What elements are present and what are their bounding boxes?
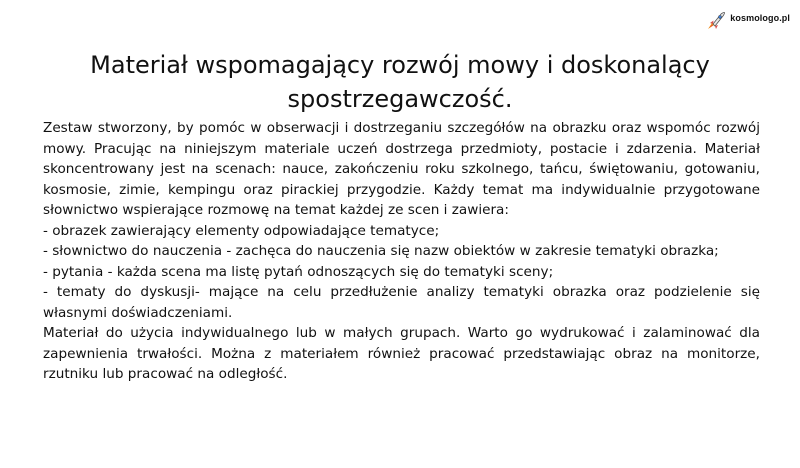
intro-paragraph: Zestaw stworzony, by pomóc w obserwacji i dostrzeganiu szczegółów na obrazku oraz wspomóc rozwój mowy. Pracując na niniejszym materiale uczeń dostrzega przedmioty, postacie i zdarzenia. Materiał skoncentrowany jest na scenach: nauce, zakończeniu roku szkolnego, tańcu, świętowaniu, gotowaniu, kosmosie, zimie, kempingu oraz pirackiej przygodzie. Każdy temat ma indywidualnie przygotowane słownictwo wspierające rozmowę na temat każdej ze scen i zawiera:: [43, 120, 760, 218]
rocket-icon: [705, 10, 727, 32]
page-title: Materiał wspomagający rozwój mowy i doskonalący spostrzegawczość.: [90, 51, 710, 113]
list-item-questions: - pytania - każda scena ma listę pytań odnoszących się do tematyki sceny;: [43, 263, 554, 280]
usage-paragraph: Materiał do użycia indywidualnego lub w małych grupach. Warto go wydrukować i zalaminować dla zapewnienia trwałości. Można z materiałem również pracować przedstawiając obraz na monitorze, rzutniku lub pracować na odległość.: [43, 325, 760, 382]
logo: [705, 10, 790, 32]
list-item-image: - obrazek zawierający elementy odpowiadające tematyce;: [43, 222, 440, 239]
description-body: [43, 118, 760, 385]
list-item-discussion: - tematy do dyskusji- mające na celu przedłużenie analizy tematyki obrazka oraz podzielenie się własnymi doświadczeniami.: [43, 284, 760, 321]
logo-text: kosmologo.pl: [730, 13, 790, 23]
list-item-vocabulary: - słownictwo do nauczenia - zachęca do nauczenia się nazw obiektów w zakresie tematyki obrazka;: [43, 243, 719, 259]
